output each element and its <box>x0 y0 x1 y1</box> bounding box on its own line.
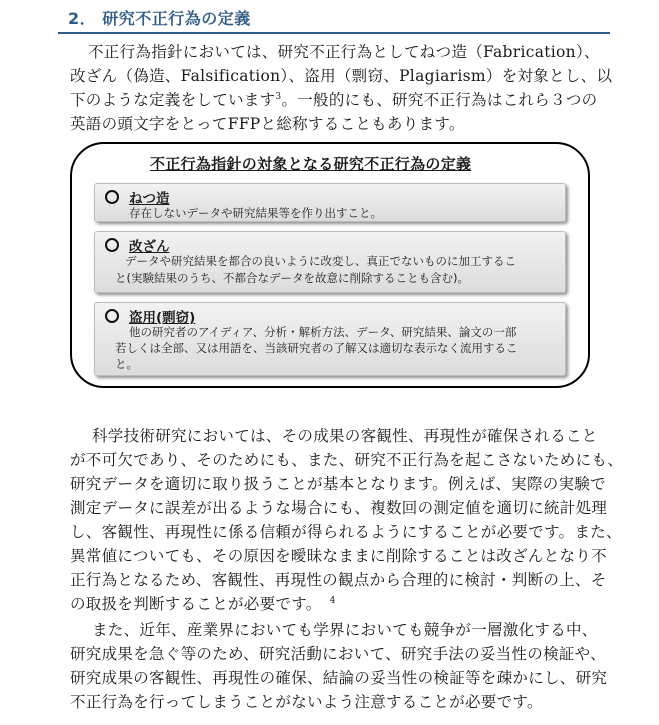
body-p2-line-3: 研究成果の客観性、再現性の確保、結論の妥当性の検証等を疎かにし、研究 <box>70 669 608 687</box>
body-p1-line-1: 科学技術研究においては、その成果の客観性、再現性が確保されること <box>92 427 598 445</box>
definitions-title: 不正行為指針の対象となる研究不正行為の定義 <box>150 155 472 173</box>
definition-desc-line: 他の研究者のアイディア、分析・解析方法、データ、研究結果、論文の一部 <box>129 325 517 339</box>
body-p1-line-8-text: の取扱を判断することが必要です。 <box>70 595 322 613</box>
body-p2-line-4: 不正行為を行ってしまうことがないよう注意することが必要です。 <box>70 693 543 711</box>
body-p1-line-2: が不可欠であり、そのためにも、また、研究不正行為を起こさないためにも、 <box>70 451 624 469</box>
section-heading <box>58 4 610 34</box>
definition-term: 改ざん <box>129 239 170 255</box>
intro-line-3-tail: 。一般的にも、研究不正行為はこれら３つの <box>281 91 598 109</box>
intro-line-4: 英語の頭文字をとってFFPと総称することもあります。 <box>70 115 465 133</box>
definition-head <box>105 235 170 255</box>
definition-desc-line: と(実験結果のうち、不都合なデータを故意に削除することも含む)。 <box>115 271 469 285</box>
body-p1-line-3: 研究データを適切に取り扱うことが基本となります。例えば、実際の実験で <box>70 475 606 493</box>
definition-item-fabrication <box>94 183 566 222</box>
body-p1-line-8 <box>70 592 336 614</box>
section-title-text: 研究不正行為の定義 <box>102 9 251 28</box>
intro-line-2: 改ざん（偽造、Falsification）、盗用（剽窃、Plagiarism）を対象とし、以 <box>70 67 613 85</box>
section-title <box>68 6 251 29</box>
definition-head <box>105 187 170 207</box>
definition-head <box>105 306 195 326</box>
intro-line-3 <box>70 88 597 110</box>
definition-item-plagiarism <box>94 302 566 376</box>
intro-line-3-head: 下のような定義をしています <box>70 91 276 109</box>
section-number: 2． <box>68 9 97 28</box>
body-p1-line-7: 正行為となるため、客観性、再現性の観点から合理的に検討・判断の上、そ <box>70 571 607 589</box>
definition-term: ねつ造 <box>129 191 170 207</box>
definition-desc-line: と。 <box>115 357 138 371</box>
body-p1-line-4: 測定データに誤差が出るような場合にも、複数回の測定値を適切に統計処理 <box>70 499 608 517</box>
definition-desc-line: 若しくは全部、又は用語を、当該研究者の了解又は適切な表示なく流用するこ <box>115 341 518 355</box>
definition-desc-line: 存在しないデータや研究結果等を作り出すこと。 <box>129 206 382 220</box>
definition-term: 盗用(剽窃) <box>129 310 196 326</box>
circle-marker-icon <box>105 238 119 252</box>
body-p2-line-1: また、近年、産業界においても学界においても競争が一層激化する中、 <box>92 621 598 639</box>
footnote-ref-4: 4 <box>329 595 336 606</box>
circle-marker-icon <box>105 190 119 204</box>
body-p1-line-6: 異常値についても、その原因を曖昧なままに削除することは改ざんとなり不 <box>70 547 607 565</box>
definition-item-falsification <box>94 231 566 293</box>
circle-marker-icon <box>105 309 119 323</box>
intro-line-1: 不正行為指針においては、研究不正行為としてねつ造（Fabrication）、 <box>88 43 600 61</box>
footnote-ref-3: 3 <box>275 91 282 102</box>
body-p1-line-5: し、客観性、再現性に係る信頼が得られるようにすることが必要です。また、 <box>70 523 622 541</box>
body-p2-line-2: 研究成果を急ぐ等のため、研究活動において、研究手法の妥当性の検証や、 <box>70 645 606 663</box>
definition-desc-line: データや研究結果を都合の良いように改変し、真正でないものに加工するこ <box>125 254 516 268</box>
